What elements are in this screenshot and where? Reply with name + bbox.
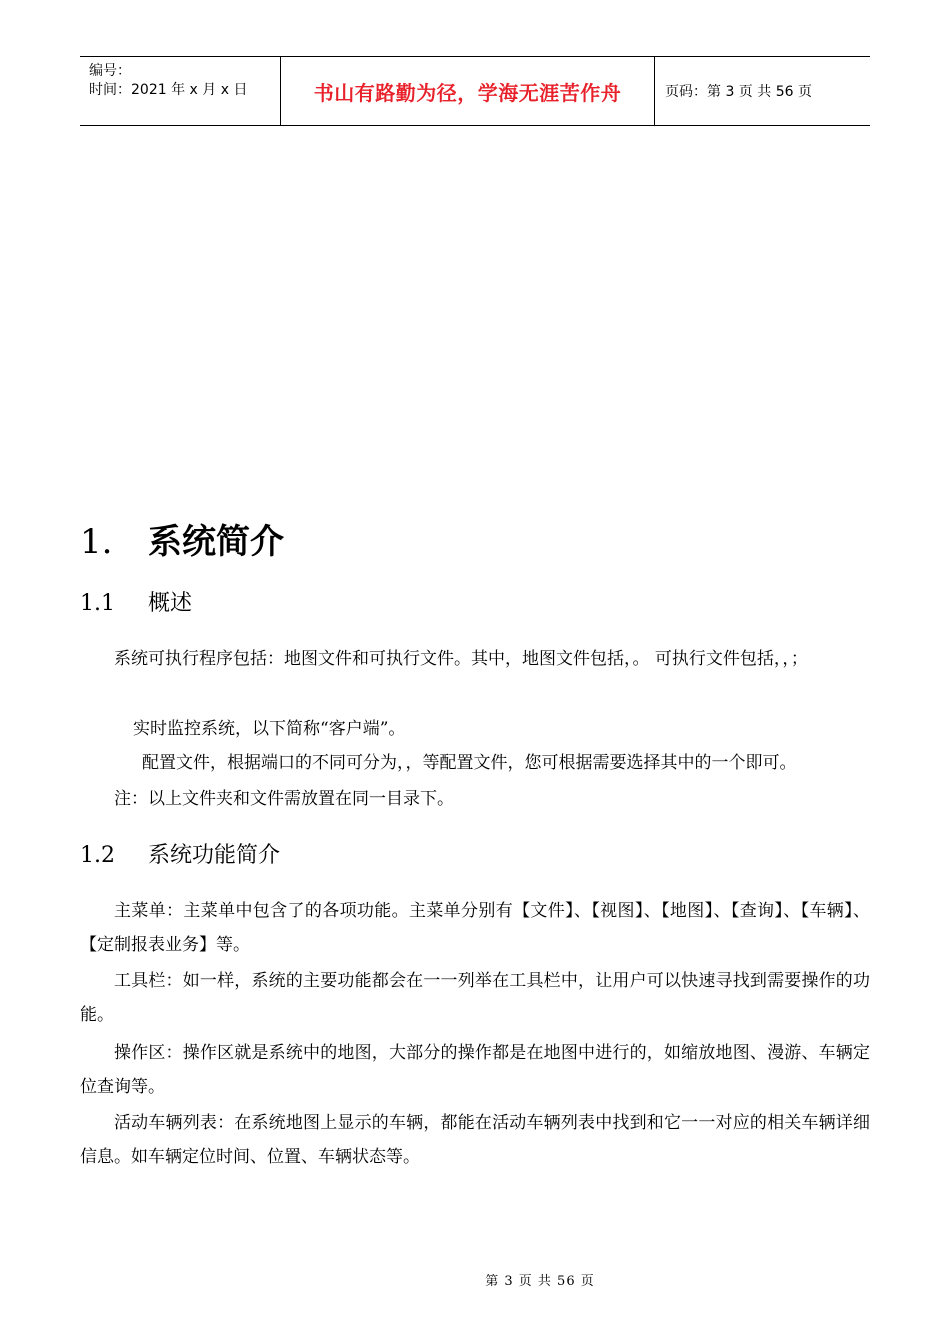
function-paragraph-toolbar: 工具栏：如一样，系统的主要功能都会在一一列举在工具栏中，让用户可以快速寻找到需要操作的功能。 [80,971,870,1025]
document-number-label: 编号： [89,63,131,79]
section-1-title: 系统简介 [148,522,284,562]
function-paragraph-operation-area: 操作区：操作区就是系统中的地图，大部分的操作都是在地图中进行的，如缩放地图、漫游、车辆定位查询等。 [80,1043,870,1097]
overview-paragraph-2: 实时监控系统，以下简称“客户端”。 [133,719,406,739]
section-1-1-number: 1.1 [80,591,115,616]
header-motto: 书山有路勤为径，学海无涯苦作舟 [281,57,655,125]
section-1-2-title: 系统功能简介 [148,843,281,868]
header-page-label: 页码：第 3 页 共 56 页 [665,84,812,100]
document-time-label: 时间：2021 年 x 月 x 日 [89,82,248,98]
overview-paragraph-3: 配置文件，根据端口的不同可分为，，等配置文件，您可根据需要选择其中的一个即可。 [142,753,797,773]
function-paragraph-vehicle-list: 活动车辆列表：在系统地图上显示的车辆，都能在活动车辆列表中找到和它一一对应的相关车辆详细信息。如车辆定位时间、位置、车辆状态等。 [80,1113,870,1167]
overview-paragraph-4: 注：以上文件夹和文件需放置在同一目录下。 [114,789,454,809]
section-1-heading [80,514,284,563]
overview-paragraph-1: 系统可执行程序包括：地图文件和可执行文件。其中，地图文件包括，。 可执行文件包括，，； [114,649,808,669]
function-paragraph-main-menu: 主菜单：主菜单中包含了的各项功能。主菜单分别有【文件】、【视图】、【地图】、【查询】、【车辆】、【定制报表业务】等。 [80,901,870,955]
page-header [80,56,870,126]
section-1-2-heading [80,838,280,869]
section-1-1-heading [80,586,192,617]
section-1-1-title: 概述 [148,591,193,616]
section-1-2-number: 1.2 [80,843,115,868]
page-footer: 第 3 页 共 56 页 [485,1274,595,1289]
section-1-number: 1. [80,522,113,562]
header-meta [80,57,281,125]
